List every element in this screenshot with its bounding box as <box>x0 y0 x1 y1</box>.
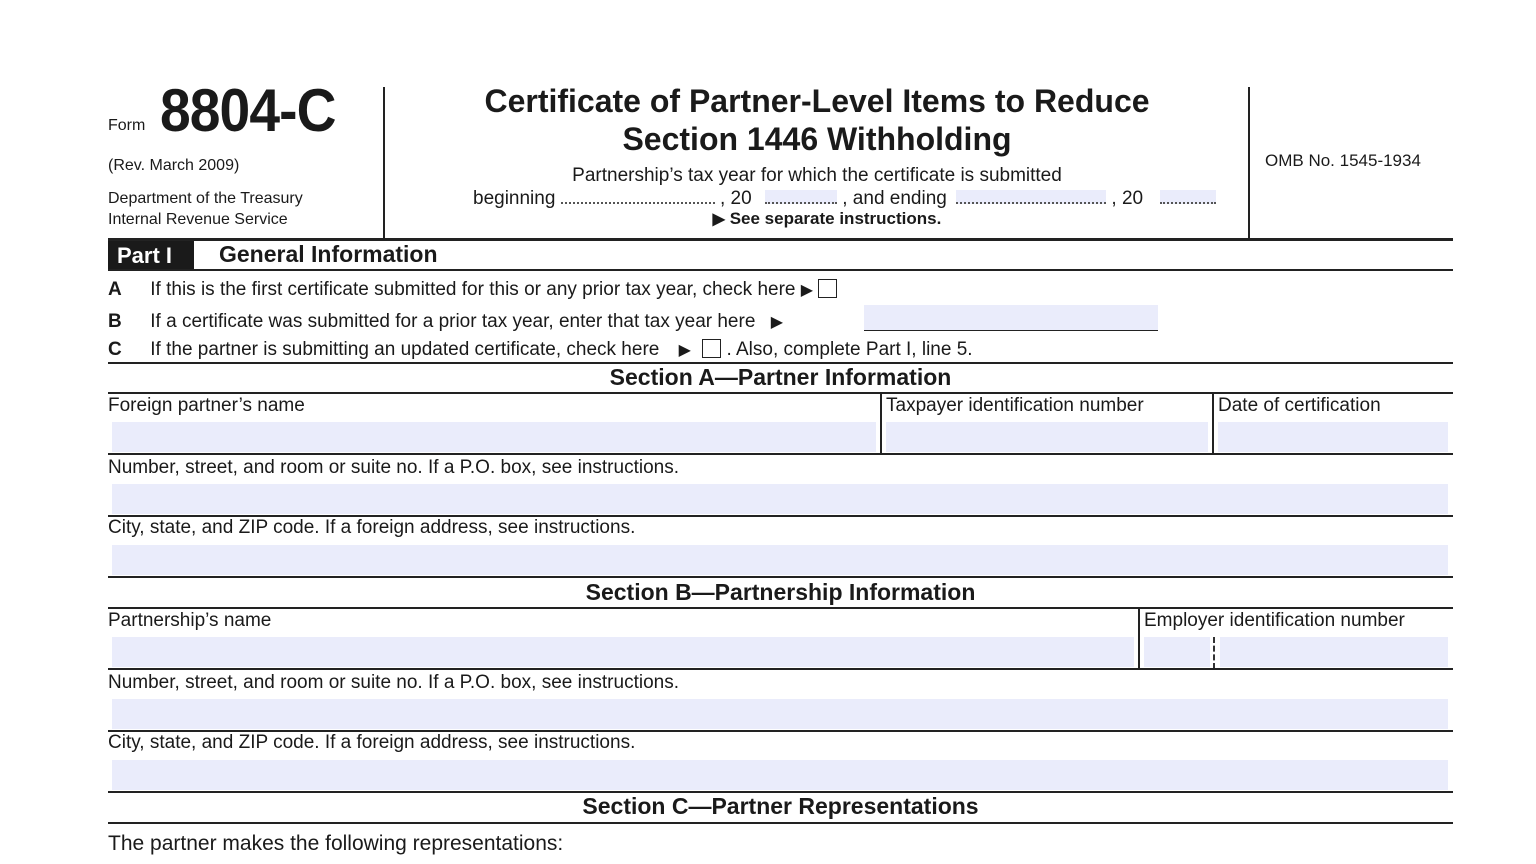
partnership-name-input[interactable] <box>112 637 1134 667</box>
employer-id-label: Employer identification number <box>1144 610 1405 631</box>
twenty-label-1: , 20 <box>719 188 752 209</box>
line-c <box>108 339 973 361</box>
date-of-certification-input[interactable] <box>1218 422 1448 452</box>
part-badge: Part I <box>108 241 194 270</box>
tax-year-line: Partnership’s tax year for which the certificate is submitted <box>572 165 1062 186</box>
line-c-letter: C <box>108 339 122 360</box>
beginning-label: beginning <box>473 188 556 209</box>
form-title <box>386 82 1248 158</box>
section-c-heading: Section C—Partner Representations <box>582 793 979 819</box>
foreign-partner-name-label: Foreign partner’s name <box>108 395 305 416</box>
line-a-text: If this is the first certificate submitted for this or any prior tax year, check here <box>150 279 796 300</box>
line-c-after: . Also, complete Part I, line 5. <box>726 339 973 360</box>
rule-part1-bottom <box>108 269 1453 271</box>
form-number: 8804-C <box>160 77 336 144</box>
ending-year-field[interactable] <box>1160 190 1216 204</box>
line-a <box>108 279 837 301</box>
partnership-city-label: City, state, and ZIP code. If a foreign address, see instructions. <box>108 732 636 753</box>
partner-street-input[interactable] <box>112 484 1448 514</box>
divider <box>1138 607 1140 669</box>
first-certificate-checkbox[interactable] <box>818 279 837 298</box>
form-title-line-1: Certificate of Partner-Level Items to Reduce <box>484 83 1150 119</box>
partner-city-label: City, state, and ZIP code. If a foreign address, see instructions. <box>108 517 636 538</box>
section-a-heading: Section A—Partner Information <box>609 364 952 390</box>
partnership-street-label: Number, street, and room or suite no. If a P.O. box, see instructions. <box>108 672 679 693</box>
arrow-right-icon: ▶ <box>800 282 818 299</box>
instructions-note <box>386 209 1268 229</box>
omb-number: OMB No. 1545-1934 <box>1265 151 1421 170</box>
employer-id-prefix-input[interactable] <box>1144 637 1210 667</box>
rule-section-c-head-bottom <box>108 822 1453 824</box>
beginning-date-field[interactable] <box>561 190 715 204</box>
arrow-right-icon: ▶ <box>712 211 725 228</box>
ending-date-field[interactable] <box>956 190 1106 204</box>
tax-year-fields <box>473 188 1216 210</box>
line-b-letter: B <box>108 311 122 332</box>
twenty-label-2: , 20 <box>1111 188 1144 209</box>
section-b-heading: Section B—Partnership Information <box>585 579 976 605</box>
beginning-year-field[interactable] <box>765 190 837 204</box>
rule <box>108 668 1453 670</box>
partner-city-input[interactable] <box>112 545 1448 575</box>
partner-street-label: Number, street, and room or suite no. If a P.O. box, see instructions. <box>108 457 679 478</box>
form-label: Form <box>108 117 146 134</box>
partnership-street-input[interactable] <box>112 699 1448 729</box>
line-b <box>108 311 793 333</box>
taxpayer-id-input[interactable] <box>886 422 1208 452</box>
line-a-letter: A <box>108 279 122 300</box>
line-b-text: If a certificate was submitted for a prior tax year, enter that tax year here <box>150 311 756 332</box>
employer-id-suffix-input[interactable] <box>1220 637 1448 667</box>
department <box>108 188 303 230</box>
form-title-line-2: Section 1446 Withholding <box>622 121 1012 157</box>
line-c-text: If the partner is submitting an updated certificate, check here <box>150 339 660 360</box>
rule <box>108 453 1453 455</box>
arrow-right-icon: ▶ <box>770 314 783 331</box>
part-title: General Information <box>219 241 438 267</box>
and-ending-label: , and ending <box>842 188 947 209</box>
rule-section-a-head-bottom <box>108 392 1453 394</box>
department-line-2: Internal Revenue Service <box>108 211 288 228</box>
section-c-intro: The partner makes the following representations: <box>108 832 564 855</box>
divider <box>880 392 882 454</box>
instructions-note-text: See separate instructions. <box>729 209 942 228</box>
revision-date: (Rev. March 2009) <box>108 157 240 174</box>
header-divider-left <box>383 87 385 238</box>
department-line-1: Department of the Treasury <box>108 190 303 207</box>
taxpayer-id-label: Taxpayer identification number <box>886 395 1144 416</box>
date-of-certification-label: Date of certification <box>1218 395 1381 416</box>
divider <box>1212 392 1214 454</box>
rule-section-b-head-bottom <box>108 607 1453 609</box>
foreign-partner-name-input[interactable] <box>112 422 876 452</box>
arrow-right-icon: ▶ <box>678 342 691 359</box>
updated-certificate-checkbox[interactable] <box>702 339 721 358</box>
prior-tax-year-input[interactable] <box>864 305 1158 331</box>
partnership-name-label: Partnership’s name <box>108 610 272 631</box>
rule-section-b-top <box>108 576 1453 578</box>
partnership-city-input[interactable] <box>112 760 1448 790</box>
ein-separator <box>1213 637 1215 669</box>
